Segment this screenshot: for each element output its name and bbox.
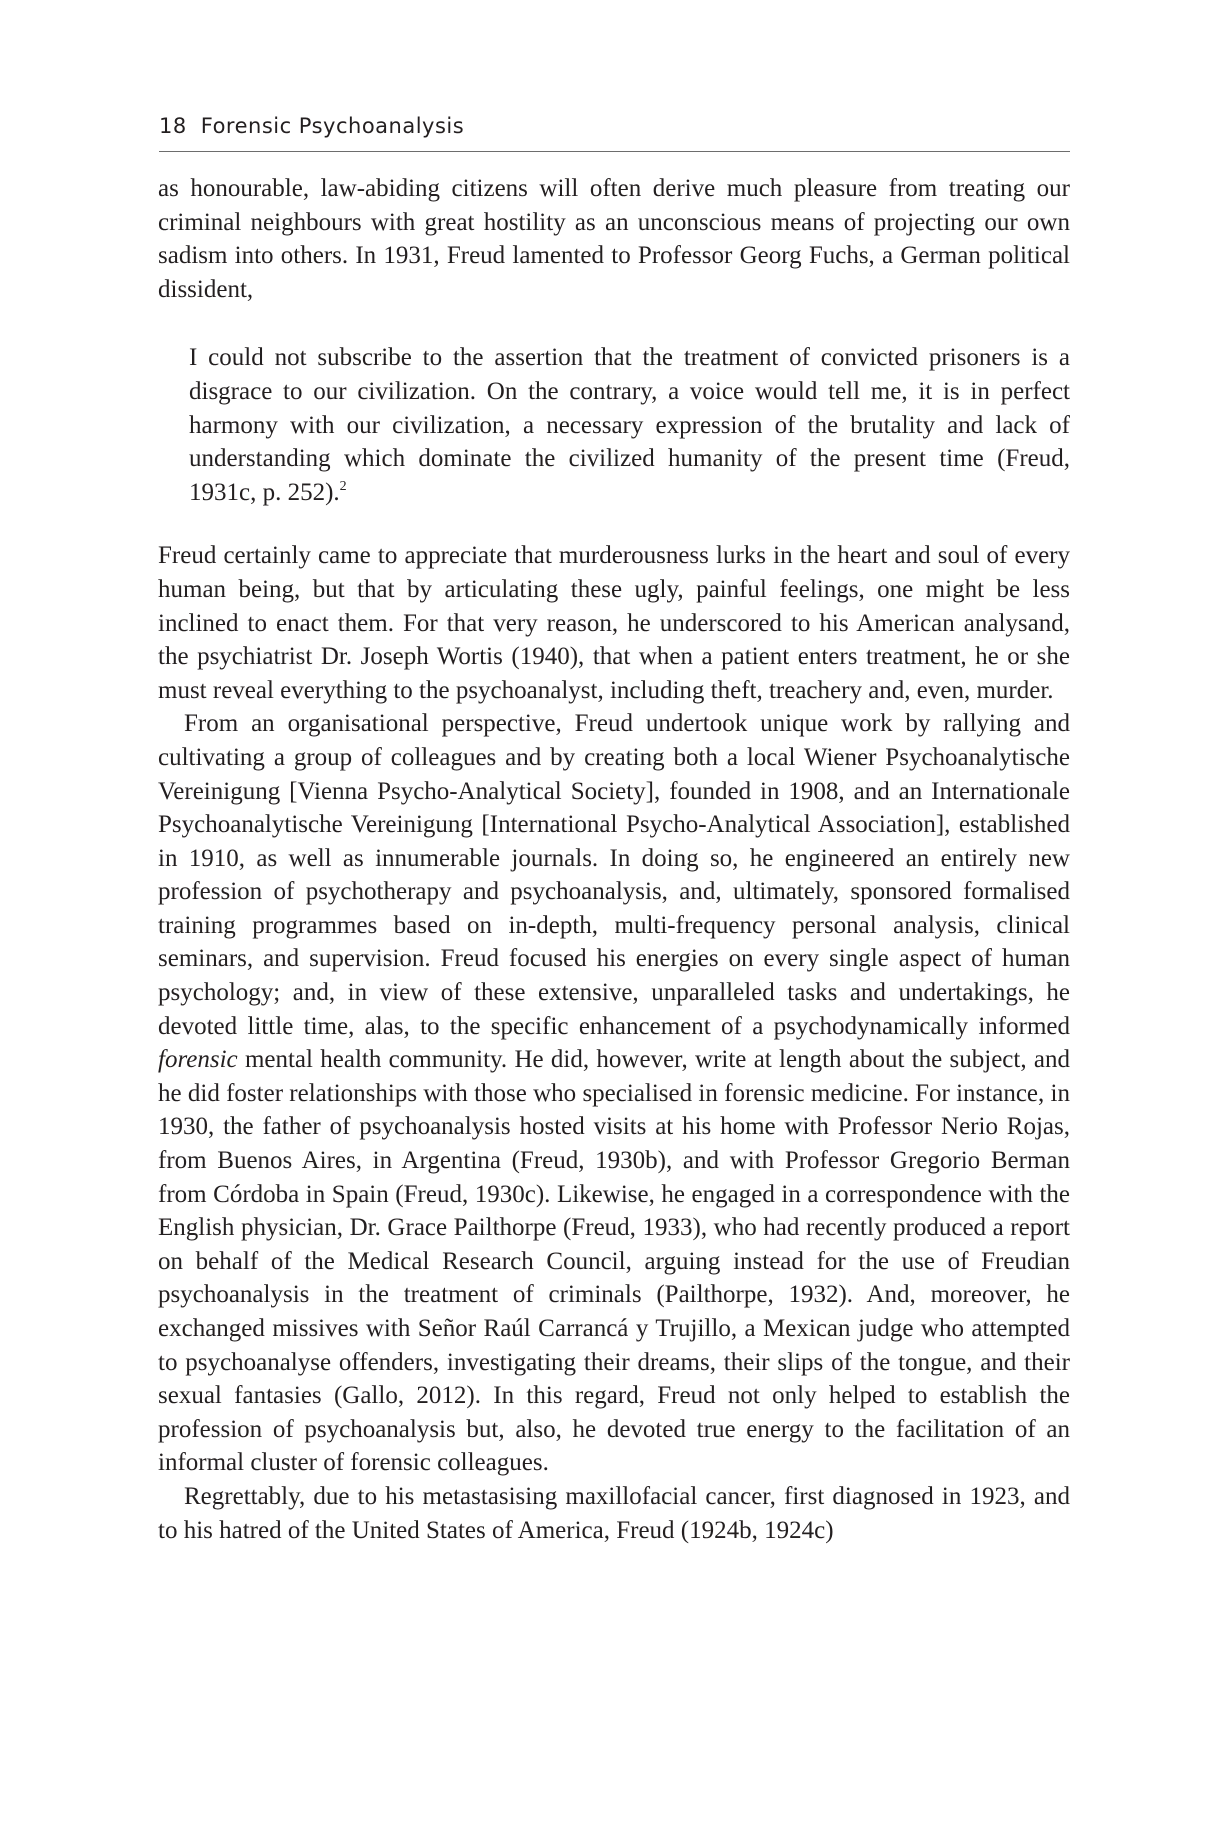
body-text: [158, 172, 1070, 1547]
block-quote-text: [189, 341, 1070, 509]
block-quote: [189, 341, 1070, 509]
header-rule: [159, 151, 1070, 152]
paragraph-text: mental health community. He did, however, write at length about the subject, and he did foster relationships with those who specialised in forensic medicine. For instance, in 1930, the father of psychoanalysis hosted visits at his home with Professor Nerio Rojas, from Buenos Aires, in Argentina (Freud, 1930b), and with Professor Gregorio Berman from Córdoba in Spain (Freud, 1930c). Likewise, he engaged in a correspondence with the English physician, Dr. Grace Pailthorpe (Freud, 1933), who had recently produced a report on behalf of the Medical Research Council, arguing instead for the use of Freudian psychoanalysis in the treatment of criminals (Pailthorpe, 1932). And, moreover, he exchanged missives with Señor Raúl Carrancá y Trujillo, a Mexican judge who attempted to psychoanalyse offenders, investigating their dreams, their slips of the tongue, and their sexual fantasies (Gallo, 2012). In this regard, Freud not only helped to establish the profession of psychoanalysis but, also, he devoted true energy to the facilitation of an informal cluster of forensic colleagues.: [158, 1046, 1070, 1477]
paragraph: Regrettably, due to his metastasising maxillofacial cancer, first diagnosed in 1923, and to his hatred of the United States of America, Freud (1924b, 1924c): [158, 1482, 1070, 1544]
italic-term: forensic: [158, 1046, 238, 1074]
paragraph-continued: as honourable, law-abiding citizens will often derive much pleasure from treating our criminal neighbours with great hostility as an unconscious means of projecting our own sadism into others. In 1931, Freud lamented to Professor Georg Fuchs, a German political dissident,: [158, 175, 1070, 303]
running-head: [159, 114, 1070, 138]
quote-text: I could not subscribe to the assertion that the treatment of convicted prisoners is a disgrace to our civilization. On the contrary, a voice would tell me, it is in perfect harmony with our civilization, a necessary expression of the brutality and lack of understanding which dominate the civilized humanity of the present time (Freud, 1931c, p. 252).: [189, 344, 1070, 506]
running-title: Forensic Psychoanalysis: [200, 114, 465, 138]
page-number: 18: [159, 114, 187, 138]
footnote-marker: 2: [339, 478, 347, 494]
paragraph-text: From an organisational perspective, Freud undertook unique work by rallying and cultivating a group of colleagues and by creating both a local Wiener Psychoanalytische Vereinigung [Vienna Psycho-Analytical Society], founded in 1908, and an Internationale Psychoanalytische Vereinigung [International Psycho-Analytical Association], established in 1910, as well as innumerable journals. In doing so, he engineered an entirely new profession of psychotherapy and psychoanalysis, and, ultimately, sponsored formalised training programmes based on in-depth, multi-frequency personal analysis, clinical seminars, and supervision. Freud focused his energies on every single aspect of human psychology; and, in view of these extensive, unparalleled tasks and undertakings, he devoted little time, alas, to the specific enhancement of a psychodynamically informed: [158, 710, 1070, 1040]
paragraph: Freud certainly came to appreciate that murderousness lurks in the heart and soul of every human being, but that by articulating these ugly, painful feelings, one might be less inclined to enact them. For that very reason, he underscored to his American analysand, the psychiatrist Dr. Joseph Wortis (1940), that when a patient enters treatment, he or she must reveal everything to the psychoanalyst, including theft, treachery and, even, murder.: [158, 542, 1070, 704]
paragraph: [158, 707, 1070, 1480]
